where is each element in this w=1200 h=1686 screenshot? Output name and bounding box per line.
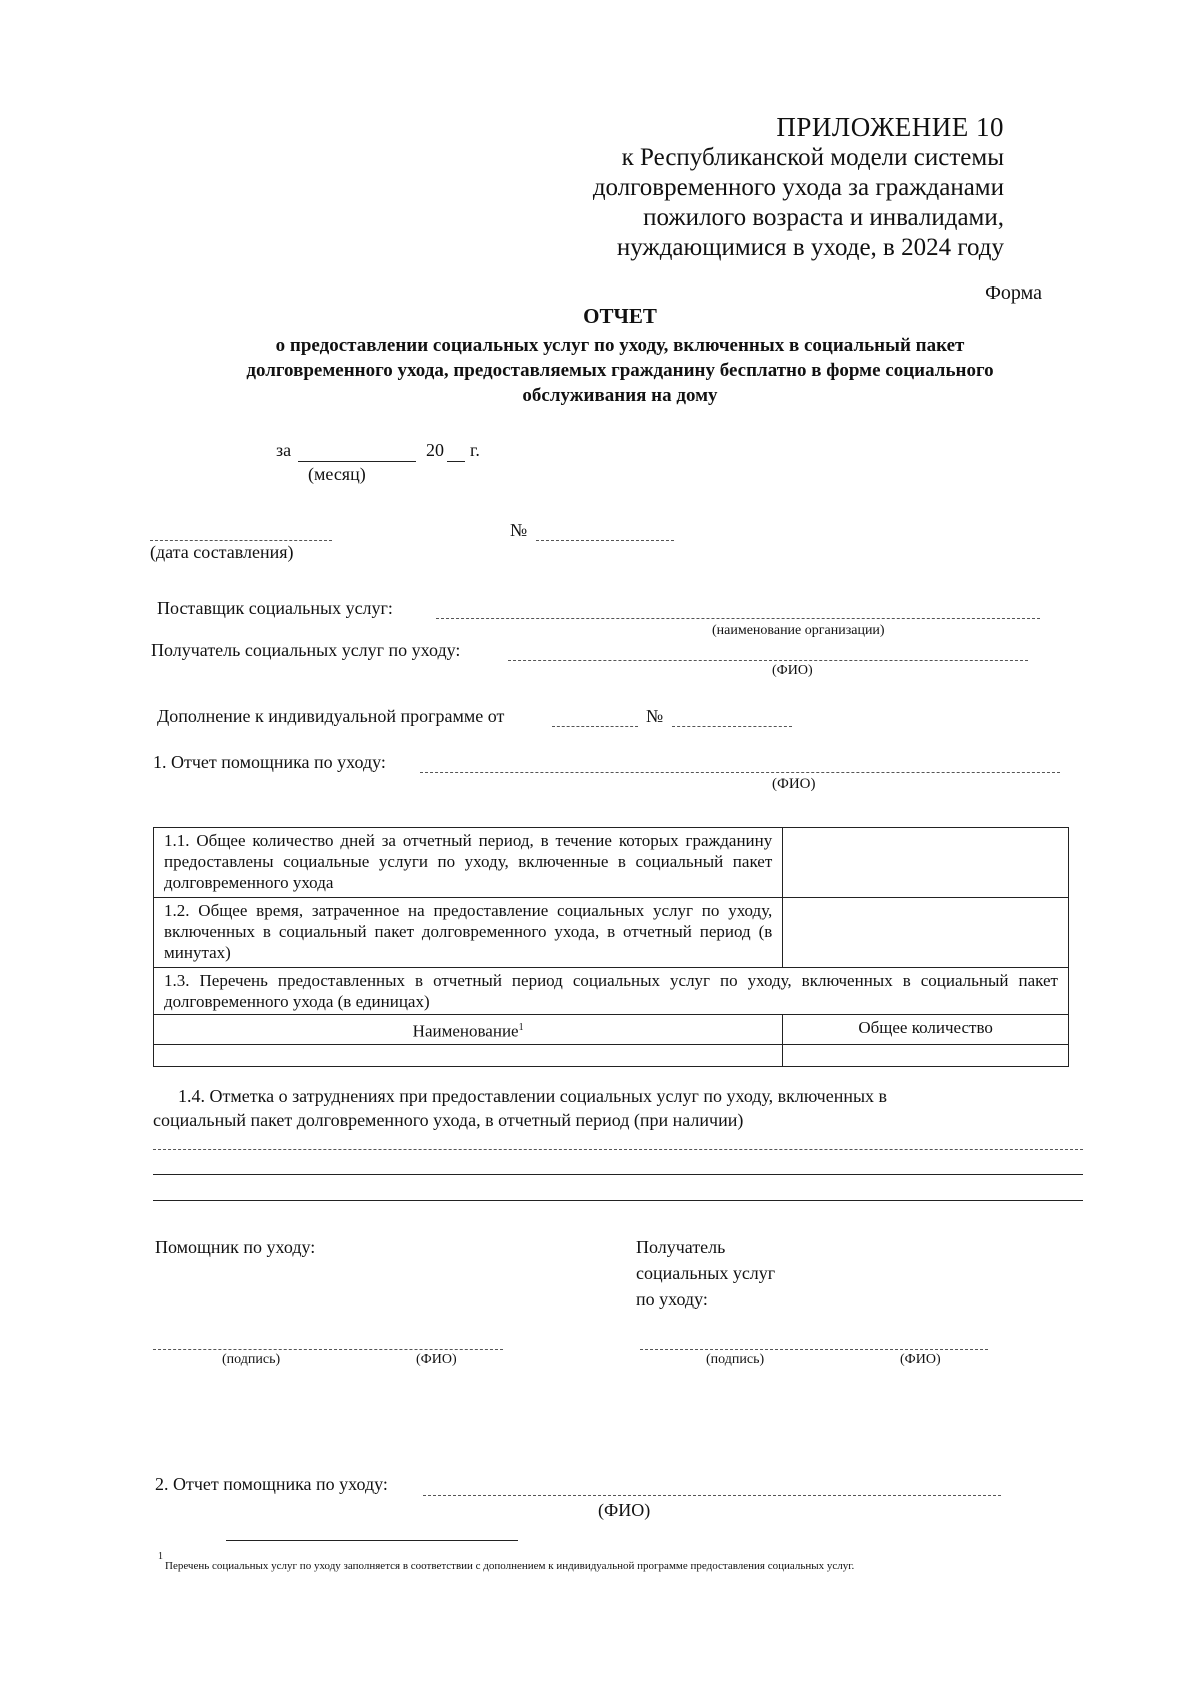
month-hint: (месяц) bbox=[308, 464, 366, 484]
table-cell-days-value[interactable] bbox=[783, 828, 1069, 898]
table-header-name bbox=[154, 1015, 783, 1045]
table-row bbox=[154, 898, 1069, 968]
recipient-signature-line: по уходу: bbox=[636, 1289, 708, 1309]
form-label: Форма bbox=[985, 282, 1042, 304]
provider-hint: (наименование организации) bbox=[712, 623, 885, 638]
report1-label: 1. Отчет помощника по уходу: bbox=[153, 752, 386, 772]
table-header-total: Общее количество bbox=[783, 1015, 1069, 1045]
assistant-signature-label: Помощник по уходу: bbox=[155, 1237, 316, 1257]
recipient-hint: (ФИО) bbox=[772, 663, 813, 678]
table-row bbox=[154, 828, 1069, 898]
difficulties-line2: социальный пакет долговременного ухода, в отчетный период (при наличии) bbox=[153, 1110, 744, 1130]
report-subtitle-line: обслуживания на дому bbox=[522, 385, 718, 406]
month-field[interactable] bbox=[298, 461, 416, 462]
recipient-field[interactable] bbox=[508, 660, 1028, 661]
table-cell-time-value[interactable] bbox=[783, 898, 1069, 968]
appendix-reference bbox=[444, 143, 1004, 263]
addendum-number-sign: № bbox=[646, 706, 664, 726]
table-cell-services-label: 1.3. Перечень предоставленных в отчетный период социальных услуг по уходу, включенных в социальный пакет долговременного ухода (в единицах) bbox=[154, 968, 1069, 1015]
appendix-line: нуждающимися в уходе, в 2024 году bbox=[616, 234, 1004, 261]
table-header-name-text: Наименование bbox=[412, 1021, 519, 1041]
report1-field[interactable] bbox=[420, 772, 1060, 773]
recipient-signature-label bbox=[636, 1234, 775, 1312]
difficulties-field-line[interactable] bbox=[153, 1200, 1083, 1201]
table-header-row bbox=[154, 1015, 1069, 1045]
table-cell-service-name[interactable] bbox=[154, 1044, 783, 1066]
footnote-text: Перечень социальных услуг по уходу заполняется в соответствии с дополнением к индивидуальной программе предоставления социальных услуг. bbox=[165, 1560, 855, 1572]
table-cell-days-label: 1.1. Общее количество дней за отчетный период, в течение которых гражданину предоставлены социальные услуги по уходу, включенные в социальный пакет долговременного ухода bbox=[154, 828, 783, 898]
appendix-line: к Республиканской модели системы bbox=[621, 144, 1004, 171]
report-subtitle bbox=[175, 333, 1065, 408]
addendum-date-field[interactable] bbox=[552, 726, 638, 727]
assistant-sign-hint: (подпись) bbox=[222, 1352, 281, 1367]
year-suffix: г. bbox=[470, 440, 480, 460]
services-table bbox=[153, 827, 1069, 1067]
report2-hint: (ФИО) bbox=[598, 1500, 651, 1520]
table-row bbox=[154, 1044, 1069, 1066]
difficulties-line1: 1.4. Отметка о затруднениях при предоставлении социальных услуг по уходу, включенных в bbox=[178, 1086, 888, 1106]
addendum-number-field[interactable] bbox=[672, 726, 792, 727]
footnote-separator bbox=[226, 1540, 518, 1541]
recipient-signature-line: Получатель bbox=[636, 1237, 726, 1257]
date-hint: (дата составления) bbox=[150, 542, 294, 562]
addendum-label: Дополнение к индивидуальной программе от bbox=[157, 706, 505, 726]
recipient-fio-hint: (ФИО) bbox=[900, 1352, 941, 1367]
footnote-ref: 1 bbox=[518, 1022, 524, 1033]
difficulties-field-line[interactable] bbox=[153, 1174, 1083, 1175]
appendix-line: пожилого возраста и инвалидами, bbox=[643, 204, 1004, 231]
period-prefix: за bbox=[276, 440, 292, 460]
table-cell-service-total[interactable] bbox=[783, 1044, 1069, 1066]
appendix-line: долговременного ухода за гражданами bbox=[592, 174, 1004, 201]
date-field[interactable] bbox=[150, 540, 332, 541]
number-sign: № bbox=[510, 520, 528, 540]
year-prefix: 20 bbox=[426, 440, 444, 460]
report-title: ОТЧЕТ bbox=[583, 304, 657, 328]
report1-hint: (ФИО) bbox=[772, 776, 816, 792]
appendix-title: ПРИЛОЖЕНИЕ 10 bbox=[776, 112, 1004, 142]
table-cell-time-label: 1.2. Общее время, затраченное на предоставление социальных услуг по уходу, включенных в социальный пакет долговременного ухода, в отчетный период (в минутах) bbox=[154, 898, 783, 968]
report2-label: 2. Отчет помощника по уходу: bbox=[155, 1474, 388, 1494]
recipient-label: Получатель социальных услуг по уходу: bbox=[151, 640, 461, 660]
difficulties-field-line[interactable] bbox=[153, 1149, 1083, 1150]
footnote-mark: 1 bbox=[158, 1551, 163, 1562]
recipient-signature-field[interactable] bbox=[640, 1349, 988, 1350]
assistant-signature-field[interactable] bbox=[153, 1349, 503, 1350]
report-subtitle-line: долговременного ухода, предоставляемых гражданину бесплатно в форме социального bbox=[246, 360, 994, 381]
number-field[interactable] bbox=[536, 540, 674, 541]
provider-label: Поставщик социальных услуг: bbox=[157, 598, 393, 618]
report2-field[interactable] bbox=[423, 1495, 1001, 1496]
provider-field[interactable] bbox=[436, 618, 1040, 619]
recipient-sign-hint: (подпись) bbox=[706, 1352, 765, 1367]
assistant-fio-hint: (ФИО) bbox=[416, 1352, 457, 1367]
table-row bbox=[154, 968, 1069, 1015]
report-subtitle-line: о предоставлении социальных услуг по уходу, включенных в социальный пакет bbox=[275, 335, 965, 356]
recipient-signature-line: социальных услуг bbox=[636, 1263, 776, 1283]
year-field[interactable] bbox=[447, 461, 465, 462]
